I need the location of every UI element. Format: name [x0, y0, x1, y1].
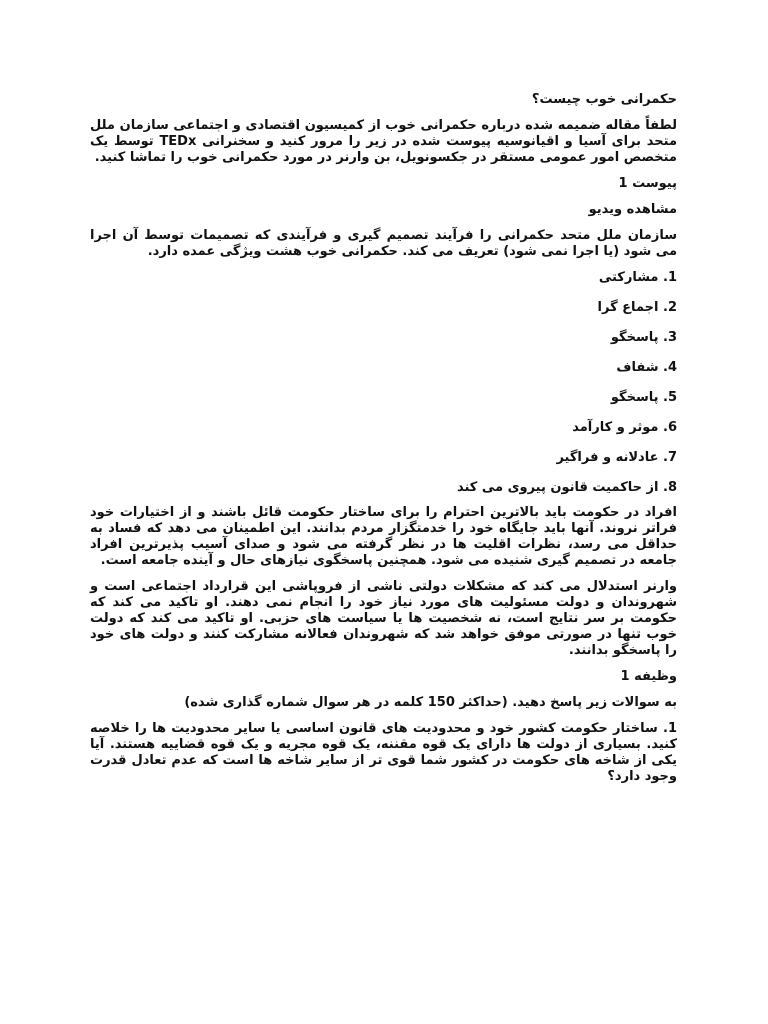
question-1: 1. ساختار حکومت کشور خود و محدودیت های قانون اساسی یا سایر محدودیت ها را خلاصه کنید. بسیاری از دولت ها دارای یک قوه مقننه، یک قوه مجریه و یک قوه قضاییه هستند. آیا یکی از شاخه های حکومت در کشور شما قوی تر از سایر شاخه ها است که عدم تعادل قدرت وجود دارد؟ [90, 721, 677, 784]
document-page [90, 92, 677, 795]
list-item: 5. پاسخگو [610, 390, 677, 405]
definition-paragraph: سازمان ملل متحد حکمرانی را فرآیند تصمیم گیری و فرآیندی که تصمیمات توسط آن اجرا می شود (یا اجرا نمی شود) تعریف می کند. حکمرانی خوب هشت ویژگی عمده دارد. [90, 228, 677, 259]
task-heading: وظیفه 1 [620, 669, 677, 684]
list-item: 7. عادلانه و فراگیر [556, 450, 677, 465]
list-item: 1. مشارکتی [598, 270, 677, 285]
list-item: 3. پاسخگو [610, 330, 677, 345]
warner-paragraph: وارنر استدلال می کند که مشکلات دولتی ناشی از فروپاشی این قرارداد اجتماعی است و شهروندان و دولت مسئولیت های مورد نیاز خود را انجام نمی دهند. او تاکید می کند که حکومت بر سر نتایج است، نه شخصیت ها یا سیاست های حزبی. او تاکید می کند که دولت خوب تنها در صورتی موفق خواهد شد که شهروندان فعالانه مشارکت کنند و دولت های خود را پاسخگو بدانند. [90, 579, 677, 658]
task-instruction: به سوالات زیر پاسخ دهید. (حداکثر 150 کلمه در هر سوال شماره گذاری شده) [184, 695, 677, 710]
intro-paragraph: لطفاً مقاله ضمیمه شده درباره حکمرانی خوب از کمیسیون اقتصادی و اجتماعی سازمان ملل متحد برای آسیا و اقیانوسیه پیوست شده در زیر را مرور کنید و سخنرانی TEDx توسط یک متخصص امور عمومی مستقر در جکسونویل، بن وارنر در مورد حکمرانی خوب را تماشا کنید. [90, 118, 677, 165]
list-item: 6. موثر و کارآمد [572, 420, 677, 435]
watch-video-link[interactable]: مشاهده ویدیو [588, 202, 677, 217]
list-item: 2. اجماع گرا [597, 300, 677, 315]
attachment-heading: پیوست 1 [618, 176, 677, 191]
document-title: حکمرانی خوب چیست؟ [531, 92, 677, 107]
list-item: 8. از حاکمیت قانون پیروی می کند [456, 480, 677, 495]
list-item: 4. شفاف [616, 360, 677, 375]
characteristics-list [90, 270, 677, 496]
officials-paragraph: افراد در حکومت باید بالاترین احترام را برای ساختار حکومت قائل باشند و از اختیارات خود فراتر نروند. آنها باید جایگاه خود را خدمتگزار مردم بدانند. این اطمینان می دهد که فساد به حداقل می رسد، نظرات اقلیت ها در نظر گرفته می شود و صدای آسیب پذیرترین افراد جامعه در تصمیم گیری شنیده می شود. همچنین پاسخگوی نیازهای حال و آینده جامعه است. [90, 505, 677, 568]
